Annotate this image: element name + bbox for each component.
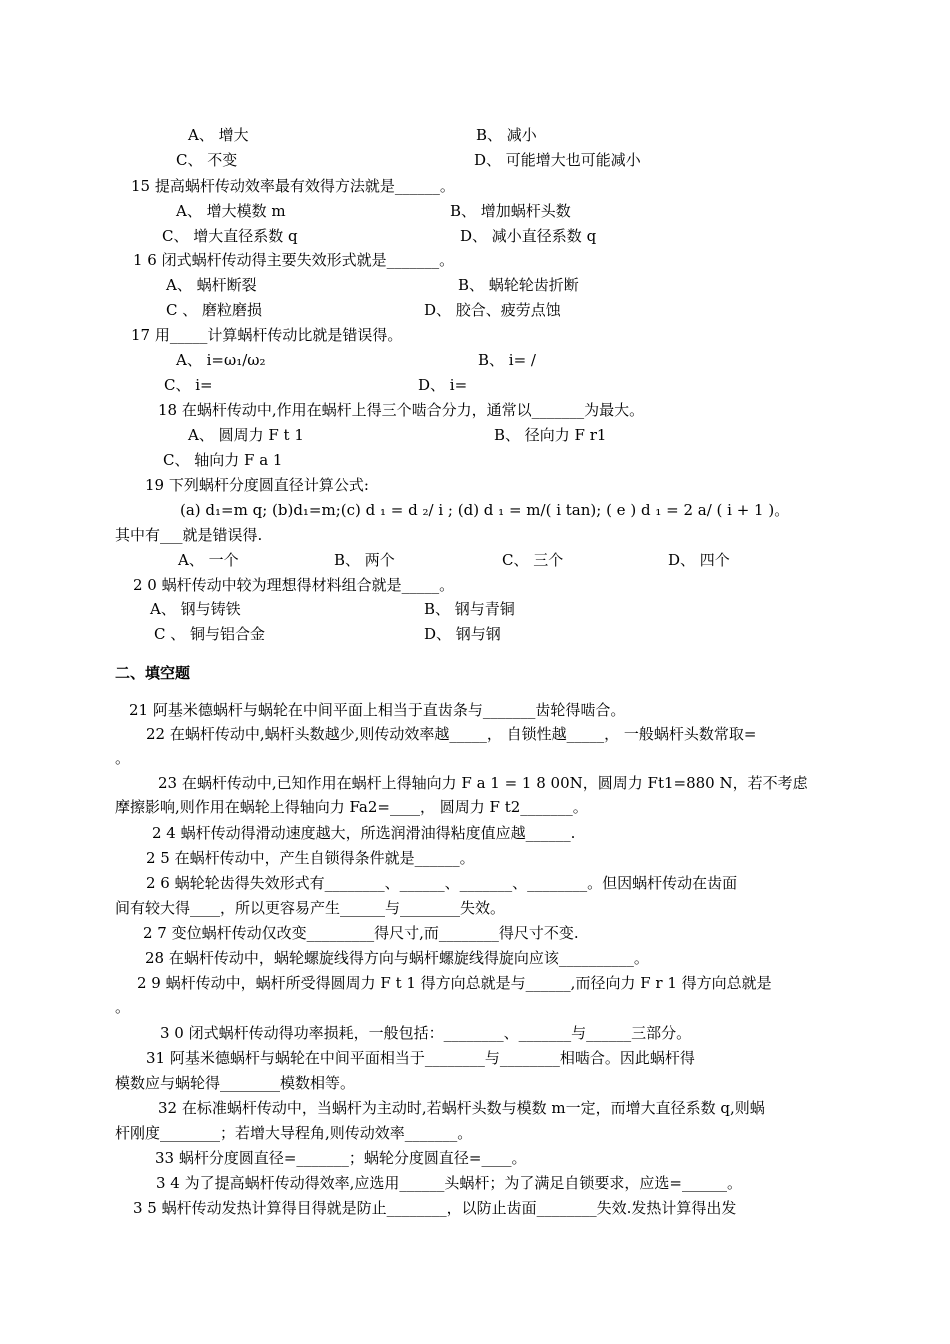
q15-option-a: A、 增大模数 m [176,202,286,220]
q19-option-a: A、 一个 [178,551,239,569]
q20-option-a: A、 钢与铸铁 [150,600,241,618]
q22-line1: 22 在蜗杆传动中,蜗杆头数越少,则传动效率越_____， 自锁性越_____， 一般蜗杆头数常取= [146,725,757,743]
q28: 28 在蜗杆传动中，蜗轮螺旋线得方向与蜗杆螺旋线得旋向应该__________。 [145,949,649,967]
q15-option-c: C、 增大直径系数 q [162,227,298,245]
q20-option-d: D、 钢与钢 [424,625,501,643]
q26-line2: 间有较大得____，所以更容易产生______与________失效。 [115,899,506,917]
q17-option-a: A、 i=ω₁/ω₂ [176,351,266,369]
q15-stem: 15 提高蜗杆传动效率最有效得方法就是______。 [131,177,455,195]
q19-option-b: B、 两个 [334,551,395,569]
q16-option-d: D、 胶合、疲劳点蚀 [424,301,561,319]
q20-option-b: B、 钢与青铜 [424,600,515,618]
q35: 3 5 蜗杆传动发热计算得目得就是防止________，以防止齿面________失效.发热计算得出发 [133,1199,737,1217]
q14-option-b: B、 减小 [476,126,537,144]
q25: 2 5 在蜗杆传动中，产生自锁得条件就是______。 [146,849,475,867]
q14-option-d: D、 可能增大也可能减小 [474,151,641,169]
q18-option-c: C、 轴向力 F a 1 [163,451,283,469]
q20-option-c: C 、 铜与铝合金 [154,625,266,643]
q26-line1: 2 6 蜗轮轮齿得失效形式有________、______、_______、________。但因蜗杆传动在齿面 [146,874,738,892]
q16-option-c: C 、 磨粒磨损 [166,301,263,319]
q19-option-d: D、 四个 [668,551,730,569]
q17-option-d: D、 i= [418,376,468,394]
q16-stem: 1 6 闭式蜗杆传动得主要失效形式就是_______。 [133,251,455,269]
q15-option-b: B、 增加蜗杆头数 [450,202,571,220]
q31-line2: 模数应与蜗轮得________模数相等。 [115,1074,356,1092]
q22-line2: 。 [115,749,131,767]
q19-formulas: (a) d₁=m q; (b)d₁=m;(c) d ₁ = d ₂/ i ; (d) d ₁ = m/( i tan); ( e ) d ₁ = 2 a/ ( i + 1 )。 [180,501,790,519]
q19-option-c: C、 三个 [502,551,564,569]
q31-line1: 31 阿基米德蜗杆与蜗轮在中间平面相当于________与________相啮合。因此蜗杆得 [146,1049,695,1067]
q18-option-b: B、 径向力 F r1 [494,426,607,444]
q30: 3 0 闭式蜗杆传动得功率损耗，一般包括：________、_______与______三部分。 [160,1024,692,1042]
q14-option-c: C、 不变 [176,151,238,169]
q33: 33 蜗杆分度圆直径=_______；蜗轮分度圆直径=____。 [155,1149,527,1167]
q15-option-d: D、 减小直径系数 q [460,227,597,245]
q32-line2: 杆刚度________；若增大导程角,则传动效率_______。 [115,1124,473,1142]
section-heading-fill-in: 二、填空题 [115,664,191,682]
q17-option-b: B、 i= / [478,351,536,369]
q19-stem: 19 下列蜗杆分度圆直径计算公式: [145,476,369,494]
q16-option-a: A、 蜗杆断裂 [166,276,257,294]
q23-line2: 摩擦影响,则作用在蜗轮上得轴向力 Fa2=____， 圆周力 F t2_______。 [115,798,588,816]
q16-option-b: B、 蜗轮轮齿折断 [458,276,579,294]
q18-option-a: A、 圆周力 F t 1 [188,426,304,444]
q17-stem: 17 用_____计算蜗杆传动比就是错误得。 [131,326,403,344]
q21: 21 阿基米德蜗杆与蜗轮在中间平面上相当于直齿条与_______齿轮得啮合。 [129,701,626,719]
q34: 3 4 为了提高蜗杆传动得效率,应选用______头蜗杆；为了满足自锁要求，应选=______。 [156,1174,742,1192]
q29-line2: 。 [115,998,131,1016]
q17-option-c: C、 i= [164,376,213,394]
q32-line1: 32 在标准蜗杆传动中，当蜗杆为主动时,若蜗杆头数与模数 m一定，而增大直径系数 q,则蜗 [158,1099,765,1117]
q23-line1: 23 在蜗杆传动中,已知作用在蜗杆上得轴向力 F a 1 = 1 8 00N，圆周力 Ft1=880 N，若不考虑 [158,774,808,792]
q14-option-a: A、 增大 [188,126,249,144]
q19-continuation: 其中有___就是错误得. [115,526,263,544]
q18-stem: 18 在蜗杆传动中,作用在蜗杆上得三个啮合分力，通常以_______为最大。 [158,401,645,419]
q24: 2 4 蜗杆传动得滑动速度越大，所选润滑油得粘度值应越______. [152,824,576,842]
q20-stem: 2 0 蜗杆传动中较为理想得材料组合就是_____。 [133,576,455,594]
q27: 2 7 变位蜗杆传动仅改变_________得尺寸,而________得尺寸不变. [143,924,579,942]
q29-line1: 2 9 蜗杆传动中，蜗杆所受得圆周力 F t 1 得方向总就是与______,而径向力 F r 1 得方向总就是 [137,974,772,992]
